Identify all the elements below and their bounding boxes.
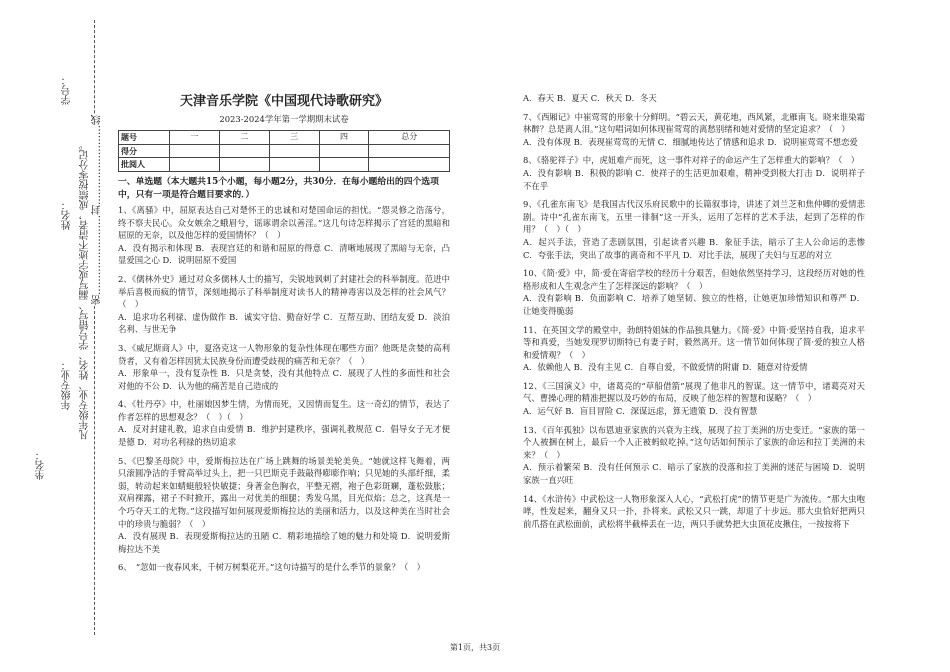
- score-cell: [369, 158, 450, 172]
- question-stem: 4、《牡丹亭》中，杜丽娘因梦生情，为情而死，又因情而复生。这一奇幻的情节，表达了作者怎样的思想观念？（ ）（ ）: [118, 399, 450, 422]
- name-label: 姓名：: [62, 200, 73, 230]
- score-cell: [170, 158, 220, 172]
- question: [523, 267, 865, 317]
- question-options: A．没有影响 B．积极的影响 C．使祥子的生活更加艰难，精神受到极大打击 D．说明祥子不在乎: [523, 167, 865, 191]
- score-header: 一: [170, 131, 220, 145]
- question-stem: 10、《简·爱》中，简·爱在寄宿学校的经历十分艰苦，但她依然坚持学习，这段经历对她的性格形成和人生观念产生了怎样深远的影响？（ ）: [523, 268, 865, 291]
- exam-title: 天津音乐学院《中国现代诗歌研究》: [179, 94, 388, 109]
- score-cell: [170, 144, 220, 158]
- question-stem: 14、《水浒传》中武松这一人物形象深入人心，“武松打虎”的情节更是广为流传。“那大虫咆哮，性发起来，翻身又只一扑，扑将来。武松又只一跳，却退了十步远。那大虫恰好把两只前爪搭在武松面前，武松将半截棒丢在一边，两只手就势把大虫顶花皮揪住，一按按将下: [523, 493, 865, 529]
- question: [523, 198, 865, 261]
- score-header: 二: [219, 131, 269, 145]
- question-options: A．追求功名利禄、虚伪做作 B．诚实守信、勤奋好学 C．互帮互助、团结友爱 D．淡泊名利、与世无争: [118, 311, 450, 335]
- right-column: [523, 92, 865, 536]
- question-options: A．没有揭示和体现 B．表现宫廷的和谐和屈原的得意 C．清晰地展现了黑暗与无奈，凸显爱国之心 D．说明屈原不爱国: [118, 242, 450, 266]
- question-options: A．起兴手法，营造了悲剧氛围，引起读者兴趣 B．象征手法，暗示了主人公命运的悲惨 C．夸张手法，突出了故事的离奇和不平凡 D．对比手法，展现了夫妇与互恶的对立: [523, 236, 865, 260]
- question: [118, 204, 450, 267]
- question-options: A．依赖他人 B．没有主见 C．自尊自爱，不做爱情的附庸 D．随意对待爱情: [523, 362, 808, 373]
- question: [523, 111, 865, 149]
- question-options: A．没有体现 B．表现崔莺莺的无情 C．细腻地传达了情感和追求 D．说明崔莺莺不想恋爱: [523, 136, 858, 147]
- score-cell: [369, 144, 450, 158]
- question: [118, 561, 450, 574]
- score-row-label: 批阅人: [119, 158, 170, 172]
- binding-instructions: 凡年级专业、姓名、学号错写、漏写或字迹不清者，成绩按零分记。: [80, 140, 91, 440]
- question-stem: 2、《儒林外史》通过对众多儒林人士的描写，尖锐地讽刺了封建社会的科举制度。范进中举后喜极而疯的情节，深刻地揭示了科举制度对读书人的精神毒害以及怎样的社会风气？（ ）: [118, 273, 450, 310]
- student-id-label: 学号：: [62, 75, 73, 105]
- question-stem: 8、《骆驼祥子》中，虎妞难产而死，这一事件对祥子的命运产生了怎样重大的影响？（ ）: [523, 155, 860, 166]
- page-number: 第1页，共3页: [449, 643, 501, 652]
- question-stem: 12、《三国演义》中，诸葛亮的“草船借箭”展现了他非凡的智谋。这一情节中，诸葛亮对天气、曹操心理的精准把握以及巧妙的布局，反映了他怎样的智慧和谋略？（ ）: [523, 380, 865, 404]
- question-stem: 11、在英国文学的殿堂中，勃朗特姐妹的作品独具魅力。《简·爱》中简·爱坚持自我，追求平等和真爱，当她发现罗切斯特已有妻子时，毅然离开。这一情节如何体现了简·爱的独立人格和爱情观？（ ）: [523, 324, 865, 360]
- score-header: 三: [269, 131, 319, 145]
- binding-line: [94, 20, 95, 635]
- section-heading: 一、单选题（本大题共15个小题，每小题2分，共30分．在每小题给出的四个选项中，只有一项是符合题目要求的．）: [118, 176, 439, 200]
- seal-line-label: 密……………………封……………………线: [92, 115, 103, 305]
- question-options: A．预示着繁荣 B．没有任何预示 C．暗示了家族的没落和拉丁美洲的迷茫与困境 D．说明家族一直兴旺: [523, 462, 865, 486]
- question: [118, 455, 450, 556]
- question: [523, 92, 865, 105]
- score-cell: [219, 144, 269, 158]
- score-cell: [319, 144, 369, 158]
- score-cell: [219, 158, 269, 172]
- question: [523, 154, 865, 192]
- question-options: A．运气好 B．盲目冒险 C．深谋远虑，算无遗策 D．没有智慧: [523, 406, 758, 417]
- question-options: A．形象单一，没有复杂性 B．只是贪婪，没有其他特点 C．展现了人性的多面性和社会对他的不公 D．认为他的痛苦是自己造成的: [118, 368, 450, 391]
- question: [118, 398, 450, 448]
- question-stem: 13、《百年孤独》以布恩迪亚家族的兴衰为主线，展现了拉丁美洲的历史变迁。“家族的第一个人被捆在树上，最后一个人正被蚂蚁吃掉。”这句话如何预示了家族的命运和拉丁美洲的未来？（ ）: [523, 424, 865, 460]
- question: [523, 493, 865, 531]
- question-options: A．春天 B．夏天 C．秋天 D．冬天: [523, 93, 657, 103]
- score-cell: [269, 144, 319, 158]
- question-stem: 6、 “忽如一夜春风来，千树万树梨花开。”这句诗描写的是什么季节的景象？（ ）: [118, 562, 425, 573]
- question-options: A．反对封建礼教，追求自由爱情 B．维护封建秩序，强调礼教规范 C．倡导女子无才便是德 D．对功名利禄的热切追求: [118, 424, 450, 448]
- question: [523, 324, 865, 374]
- question-stem: 1、《离骚》中，屈原表达自己对楚怀王的忠诚和对楚国命运的担忧。“怨灵修之浩荡兮，终不察夫民心。众女嫉余之蛾眉兮，谣诼谓余以善淫。”这几句诗怎样揭示了宫廷的黑暗和屈原的无奈，以及他怎样的爱国情怀？（ ）: [118, 204, 450, 241]
- question: [118, 342, 450, 392]
- question: [523, 380, 865, 418]
- score-header: 题号: [119, 131, 170, 145]
- score-header: 四: [319, 131, 369, 145]
- score-cell: [269, 158, 319, 172]
- score-cell: [319, 158, 369, 172]
- score-row-label: 得分: [119, 144, 170, 158]
- question-stem: 7、《西厢记》中崔莺莺的形象十分鲜明。“碧云天，黄花地，西风紧，北雁南飞。晓来谁染霜林醉？总是离人泪。”这句唱词如何体现崔莺莺的离愁别绪和她对爱情的坚定追求？（ ）: [523, 111, 865, 135]
- question-stem: 9、《孔雀东南飞》是我国古代汉乐府民歌中的长篇叙事诗，讲述了刘兰芝和焦仲卿的爱情悲剧。诗中“孔雀东南飞，五里一徘徊”这一开头，运用了怎样的艺术手法，起到了怎样的作用？（ ）（ ）: [523, 199, 865, 235]
- question: [118, 273, 450, 336]
- left-column: [118, 92, 450, 580]
- question-options: A．没有展现 B．表现爱斯梅拉达的丑陋 C．精彩地描绘了她的魅力和处境 D．说明爱斯梅拉达不美: [118, 531, 450, 554]
- question-stem: 3、《威尼斯商人》中，夏洛克这一人物形象的复杂性体现在哪些方面？他既是贪婪的高利贷者，又有着怎样因犹太民族身份而遭受歧视的痛苦和无奈？（ ）: [118, 342, 450, 366]
- question-stem: 5、《巴黎圣母院》中，爱斯梅拉达在广场上跳舞的场景美轮美奂。“她就这样飞舞着，两只滚圆净洁的手臂高举过头上，把一只巴斯克手鼓敲得嘭嘭作响；只见她的头部纤细，柔弱，转动起来如蜻蜓般轻快敏捷；身著金色胸衣，平整无褶，袍子色彩斑斓，蓬松鼓胀；双肩裸露，裙子不时掀开，露出一对优美的细腿；秀发乌黑，目光似焰；总之，这真是一个巧夺天工的尤物。”这段描写如何展现爱斯梅拉达的美丽和活力，以及这种美在当时社会中的珍贵与脆弱？（ ）: [118, 455, 450, 529]
- score-table: [118, 130, 450, 172]
- question: [523, 424, 865, 487]
- score-header: 总分: [369, 131, 450, 145]
- question-options: A．没有影响 B．负面影响 C．培养了她坚韧、独立的性格，让她更加珍惜知识和尊严 D．让她变得脆弱: [523, 293, 865, 316]
- binding-sidebar: [0, 0, 103, 672]
- grade-major-label: 年级专业：: [62, 360, 73, 410]
- seat-label: 坐名：: [36, 450, 47, 480]
- exam-subtitle: 2023-2024学年第一学期期末试卷: [219, 113, 349, 124]
